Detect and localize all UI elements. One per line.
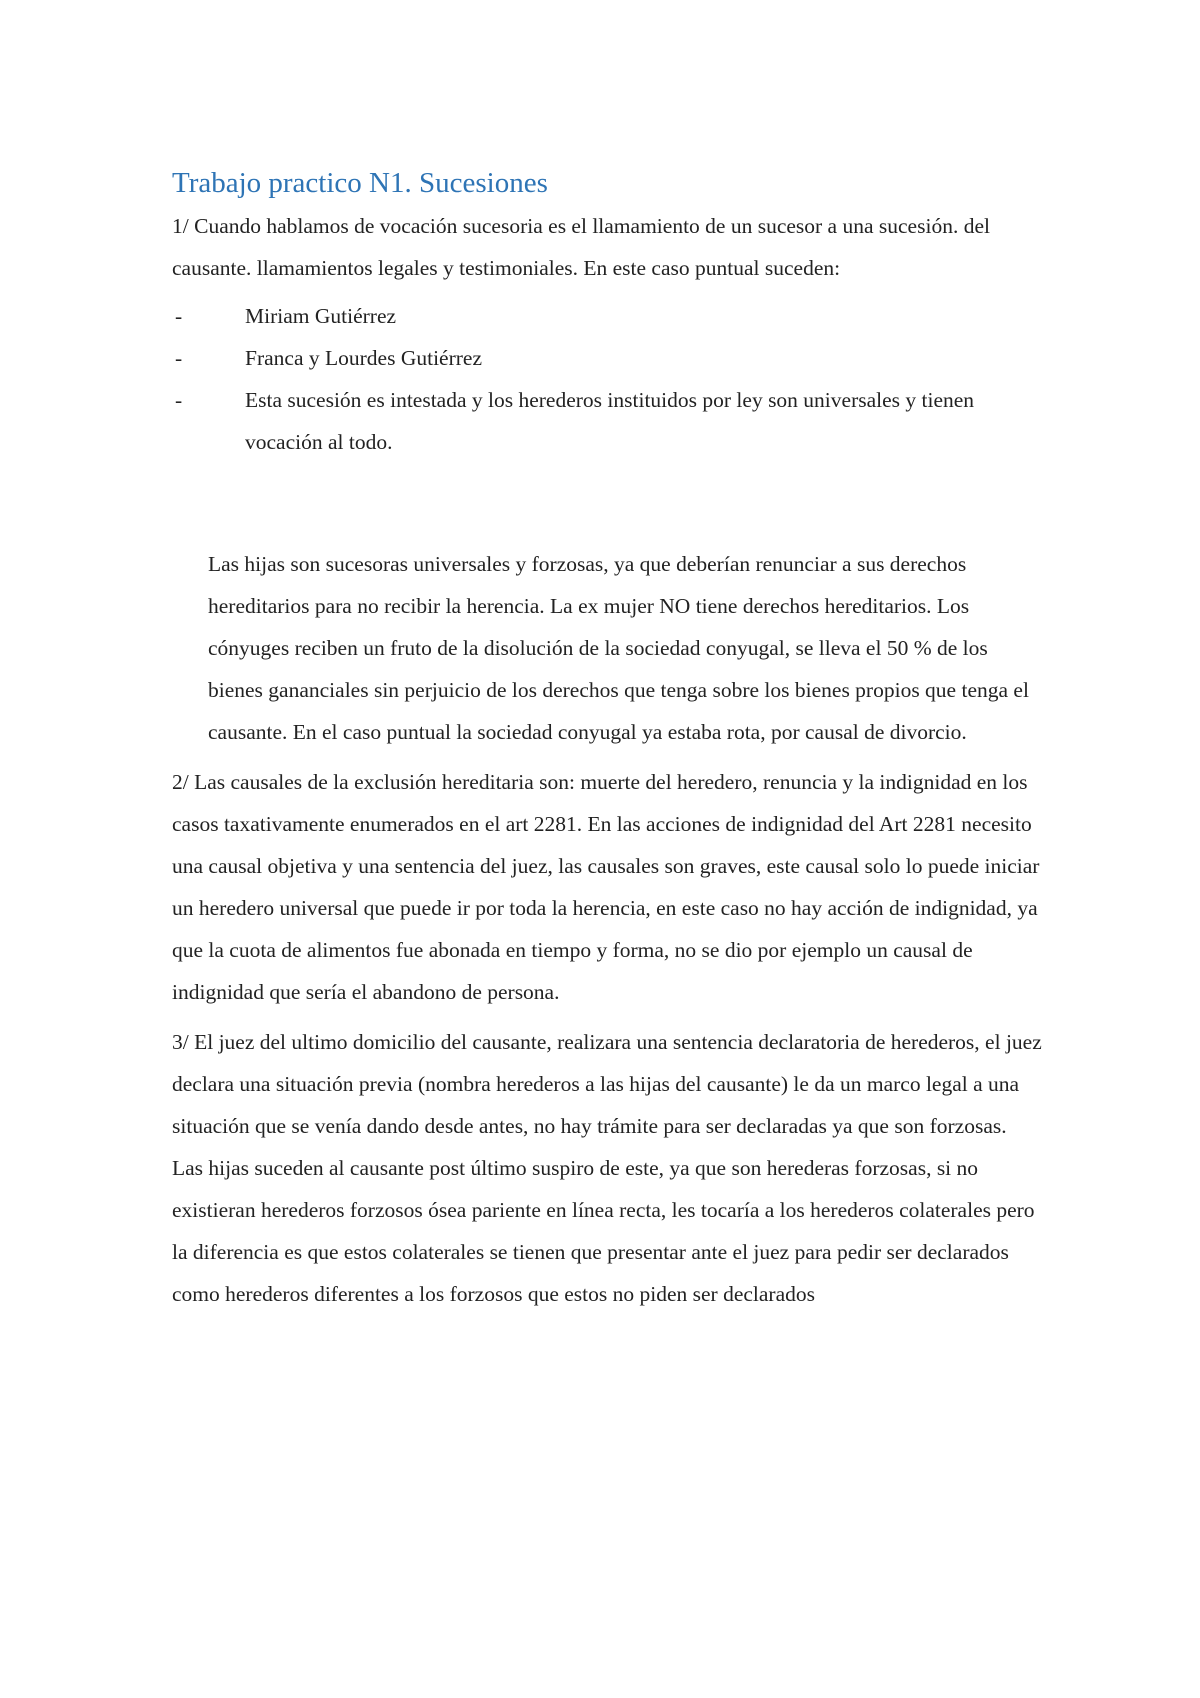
- list-item-text: Franca y Lourdes Gutiérrez: [245, 346, 482, 370]
- list-item: [172, 295, 1042, 337]
- section-1-explanation: Las hijas son sucesoras universales y forzosas, ya que deberían renunciar a sus derechos hereditarios para no recibir la herencia. La ex mujer NO tiene derechos hereditarios. Los cónyuges reciben un fruto de la disolución de la sociedad conyugal, se lleva el 50 % de los bienes gananciales sin perjuicio de los derechos que tenga sobre los bienes propios que tenga el causante. En el caso puntual la sociedad conyugal ya estaba rota, por causal de divorcio.: [208, 552, 1029, 744]
- dash-bullet: -: [175, 388, 183, 412]
- document-page: [172, 165, 1042, 1315]
- list-item-text: Miriam Gutiérrez: [245, 304, 397, 328]
- document-title: Trabajo practico N1. Sucesiones: [172, 167, 548, 199]
- dash-bullet: -: [175, 346, 183, 370]
- dash-bullet: -: [175, 304, 183, 328]
- heirs-list: [172, 295, 1042, 463]
- list-item: [172, 379, 1042, 463]
- section-1-intro: 1/ Cuando hablamos de vocación sucesoria es el llamamiento de un sucesor a una sucesión. del causante. llamamientos legales y testimoniales. En este caso puntual suceden:: [172, 214, 990, 280]
- list-item: [172, 337, 1042, 379]
- section-2-text: 2/ Las causales de la exclusión hereditaria son: muerte del heredero, renuncia y la indignidad en los casos taxativamente enumerados en el art 2281. En las acciones de indignidad del Art 2281 necesito una causal objetiva y una sentencia del juez, las causales son graves, este causal solo lo puede iniciar un heredero universal que puede ir por toda la herencia, en este caso no hay acción de indignidad, ya que la cuota de alimentos fue abonada en tiempo y forma, no se dio por ejemplo un causal de indignidad que sería el abandono de persona.: [172, 770, 1040, 1004]
- list-item-text: Esta sucesión es intestada y los herederos instituidos por ley son universales y tienen vocación al todo.: [245, 388, 975, 454]
- section-3-text: 3/ El juez del ultimo domicilio del causante, realizara una sentencia declaratoria de herederos, el juez declara una situación previa (nombra herederos a las hijas del causante) le da un marco legal a una situación que se venía dando desde antes, no hay trámite para ser declaradas ya que son forzosas. Las hijas suceden al causante post último suspiro de este, ya que son herederas forzosas, si no existieran herederos forzosos ósea pariente en línea recta, les tocaría a los herederos colaterales pero la diferencia es que estos colaterales se tienen que presentar ante el juez para pedir ser declarados como herederos diferentes a los forzosos que estos no piden ser declarados: [172, 1030, 1042, 1306]
